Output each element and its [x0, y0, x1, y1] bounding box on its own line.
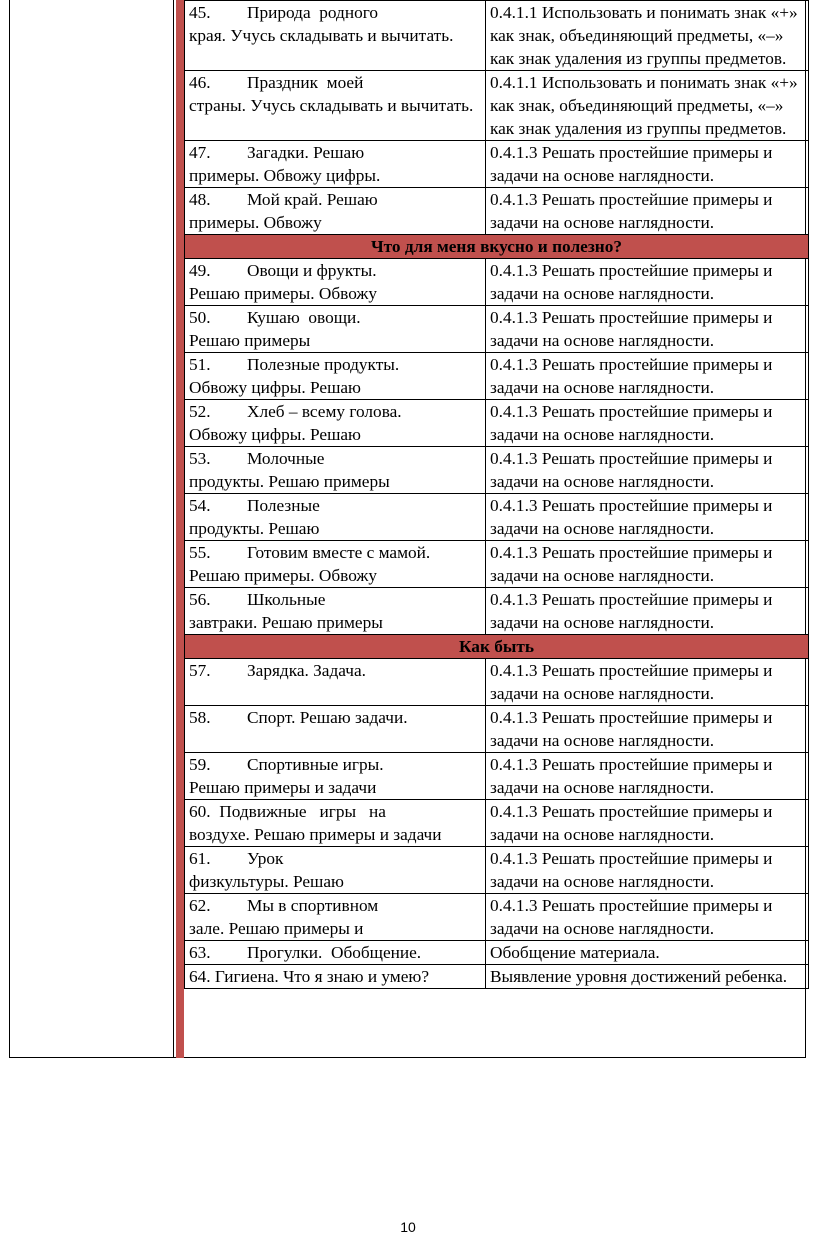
- lesson-title: Мы в спортивном: [247, 896, 379, 915]
- lesson-number: 59.: [189, 755, 211, 774]
- lesson-title-continued: Обвожу цифры. Решаю: [189, 378, 361, 397]
- lesson-title-continued: примеры. Обвожу цифры.: [189, 166, 381, 185]
- table-row: [185, 71, 809, 141]
- lesson-topic-cell: [185, 400, 486, 447]
- lesson-title: Праздник моей: [247, 73, 364, 92]
- lesson-title: Школьные: [247, 590, 326, 609]
- lesson-number: 48.: [189, 190, 211, 209]
- lesson-number: 55.: [189, 543, 211, 562]
- lesson-number: 47.: [189, 143, 211, 162]
- lesson-topic-cell: [185, 447, 486, 494]
- learning-goal-cell: 0.4.1.3 Решать простейшие примеры и задачи на основе наглядности.: [486, 894, 809, 941]
- lesson-title: 64. Гигиена. Что я знаю и умею?: [189, 967, 429, 986]
- learning-goal-cell: Выявление уровня достижений ребенка.: [486, 965, 809, 989]
- lesson-title-continued: продукты. Решаю примеры: [189, 472, 390, 491]
- lesson-title: Природа родного: [247, 3, 379, 22]
- lesson-number: 51.: [189, 355, 211, 374]
- lesson-title: Зарядка. Задача.: [247, 661, 366, 680]
- learning-goal-cell: 0.4.1.3 Решать простейшие примеры и задачи на основе наглядности.: [486, 400, 809, 447]
- lesson-title-continued: Решаю примеры и задачи: [189, 778, 377, 797]
- curriculum-table: [184, 0, 809, 989]
- table-row: [185, 447, 809, 494]
- table-row: [185, 965, 809, 989]
- lesson-number: 52.: [189, 402, 211, 421]
- lesson-number: 56.: [189, 590, 211, 609]
- learning-goal-cell: 0.4.1.3 Решать простейшие примеры и задачи на основе наглядности.: [486, 706, 809, 753]
- lesson-title: Молочные: [247, 449, 325, 468]
- lesson-topic-cell: [185, 753, 486, 800]
- lesson-number: 54.: [189, 496, 211, 515]
- lesson-topic-cell: [185, 541, 486, 588]
- table-row: [185, 400, 809, 447]
- lesson-title: Полезные: [247, 496, 320, 515]
- lesson-topic-cell: [185, 188, 486, 235]
- learning-goal-cell: 0.4.1.3 Решать простейшие примеры и задачи на основе наглядности.: [486, 447, 809, 494]
- section-header-row: [185, 235, 809, 259]
- lesson-title-continued: завтраки. Решаю примеры: [189, 613, 383, 632]
- lesson-topic-cell: [185, 494, 486, 541]
- lesson-title-continued: страны. Учусь складывать и вычитать.: [189, 96, 474, 115]
- table-row: [185, 306, 809, 353]
- table-row: [185, 1, 809, 71]
- lesson-number: 62.: [189, 896, 211, 915]
- learning-goal-cell: 0.4.1.3 Решать простейшие примеры и задачи на основе наглядности.: [486, 588, 809, 635]
- lesson-title: Кушаю овощи.: [247, 308, 361, 327]
- table-row: [185, 847, 809, 894]
- lesson-title-continued: Решаю примеры. Обвожу: [189, 566, 378, 585]
- lesson-title-continued: физкультуры. Решаю: [189, 872, 344, 891]
- lesson-topic-cell: [185, 800, 486, 847]
- lesson-number: 49.: [189, 261, 211, 280]
- curriculum-table-body: [185, 1, 809, 989]
- lesson-title: Урок: [247, 849, 284, 868]
- learning-goal-cell: 0.4.1.3 Решать простейшие примеры и задачи на основе наглядности.: [486, 188, 809, 235]
- learning-goal-cell: 0.4.1.3 Решать простейшие примеры и задачи на основе наглядности.: [486, 259, 809, 306]
- lesson-title: Загадки. Решаю: [247, 143, 365, 162]
- learning-goal-cell: 0.4.1.3 Решать простейшие примеры и задачи на основе наглядности.: [486, 847, 809, 894]
- lesson-topic-cell: [185, 71, 486, 141]
- lesson-topic-cell: [185, 941, 486, 965]
- section-title: Как быть: [185, 635, 809, 659]
- lesson-title: Мой край. Решаю: [247, 190, 378, 209]
- table-row: [185, 141, 809, 188]
- lesson-title: Прогулки. Обобщение.: [247, 943, 422, 962]
- learning-goal-cell: 0.4.1.1 Использовать и понимать знак «+» как знак, объединяющий предметы, «–» как знак удаления из группы предметов.: [486, 71, 809, 141]
- learning-goal-cell: 0.4.1.3 Решать простейшие примеры и задачи на основе наглядности.: [486, 541, 809, 588]
- lesson-number: 57.: [189, 661, 211, 680]
- learning-goal-cell: 0.4.1.3 Решать простейшие примеры и задачи на основе наглядности.: [486, 141, 809, 188]
- lesson-number: 46.: [189, 73, 211, 92]
- lesson-number: 61.: [189, 849, 211, 868]
- lesson-topic-cell: [185, 1, 486, 71]
- lesson-number: 53.: [189, 449, 211, 468]
- red-accent-bar: [176, 0, 184, 1058]
- lesson-topic-cell: [185, 588, 486, 635]
- table-row: [185, 894, 809, 941]
- table-row: [185, 259, 809, 306]
- lesson-topic-cell: [185, 706, 486, 753]
- learning-goal-cell: 0.4.1.3 Решать простейшие примеры и задачи на основе наглядности.: [486, 659, 809, 706]
- lesson-title-continued: зале. Решаю примеры и: [189, 919, 364, 938]
- table-row: [185, 353, 809, 400]
- lesson-title-continued: продукты. Решаю: [189, 519, 320, 538]
- table-row: [185, 706, 809, 753]
- learning-goal-cell: 0.4.1.3 Решать простейшие примеры и задачи на основе наглядности.: [486, 494, 809, 541]
- lesson-title: Готовим вместе с мамой.: [247, 543, 431, 562]
- lesson-title: Полезные продукты.: [247, 355, 400, 374]
- lesson-title-continued: Решаю примеры. Обвожу: [189, 284, 378, 303]
- table-row: [185, 588, 809, 635]
- lesson-title-continued: примеры. Обвожу: [189, 213, 322, 232]
- learning-goal-cell: 0.4.1.1 Использовать и понимать знак «+» как знак, объединяющий предметы, «–» как знак удаления из группы предметов.: [486, 1, 809, 71]
- lesson-title-continued: воздухе. Решаю примеры и задачи: [189, 825, 442, 844]
- learning-goal-cell: 0.4.1.3 Решать простейшие примеры и задачи на основе наглядности.: [486, 306, 809, 353]
- lesson-number: 50.: [189, 308, 211, 327]
- section-title: Что для меня вкусно и полезно?: [185, 235, 809, 259]
- learning-goal-cell: Обобщение материала.: [486, 941, 809, 965]
- lesson-title-continued: края. Учусь складывать и вычитать.: [189, 26, 454, 45]
- lesson-title: Хлеб – всему голова.: [247, 402, 402, 421]
- table-row: [185, 659, 809, 706]
- lesson-topic-cell: [185, 894, 486, 941]
- lesson-number: 58.: [189, 708, 211, 727]
- learning-goal-cell: 0.4.1.3 Решать простейшие примеры и задачи на основе наглядности.: [486, 753, 809, 800]
- lesson-title: Спорт. Решаю задачи.: [247, 708, 408, 727]
- lesson-title-continued: Обвожу цифры. Решаю: [189, 425, 361, 444]
- lesson-topic-cell: [185, 306, 486, 353]
- table-row: [185, 494, 809, 541]
- table-row: [185, 541, 809, 588]
- lesson-topic-cell: [185, 353, 486, 400]
- table-row: [185, 753, 809, 800]
- lesson-number: 45.: [189, 3, 211, 22]
- lesson-title-continued: Решаю примеры: [189, 331, 311, 350]
- lesson-topic-cell: [185, 847, 486, 894]
- learning-goal-cell: 0.4.1.3 Решать простейшие примеры и задачи на основе наглядности.: [486, 353, 809, 400]
- table-row: [185, 800, 809, 847]
- lesson-topic-cell: [185, 965, 486, 989]
- lesson-topic-cell: [185, 141, 486, 188]
- learning-goal-cell: 0.4.1.3 Решать простейшие примеры и задачи на основе наглядности.: [486, 800, 809, 847]
- left-column-divider: [173, 0, 174, 1058]
- page-number: 10: [400, 1219, 416, 1235]
- lesson-topic-cell: [185, 259, 486, 306]
- section-header-row: [185, 635, 809, 659]
- lesson-topic-cell: [185, 659, 486, 706]
- table-row: [185, 941, 809, 965]
- table-row: [185, 188, 809, 235]
- lesson-title: Спортивные игры.: [247, 755, 384, 774]
- lesson-number: 63.: [189, 943, 211, 962]
- lesson-title: 60. Подвижные игры на: [189, 802, 386, 821]
- lesson-title: Овощи и фрукты.: [247, 261, 377, 280]
